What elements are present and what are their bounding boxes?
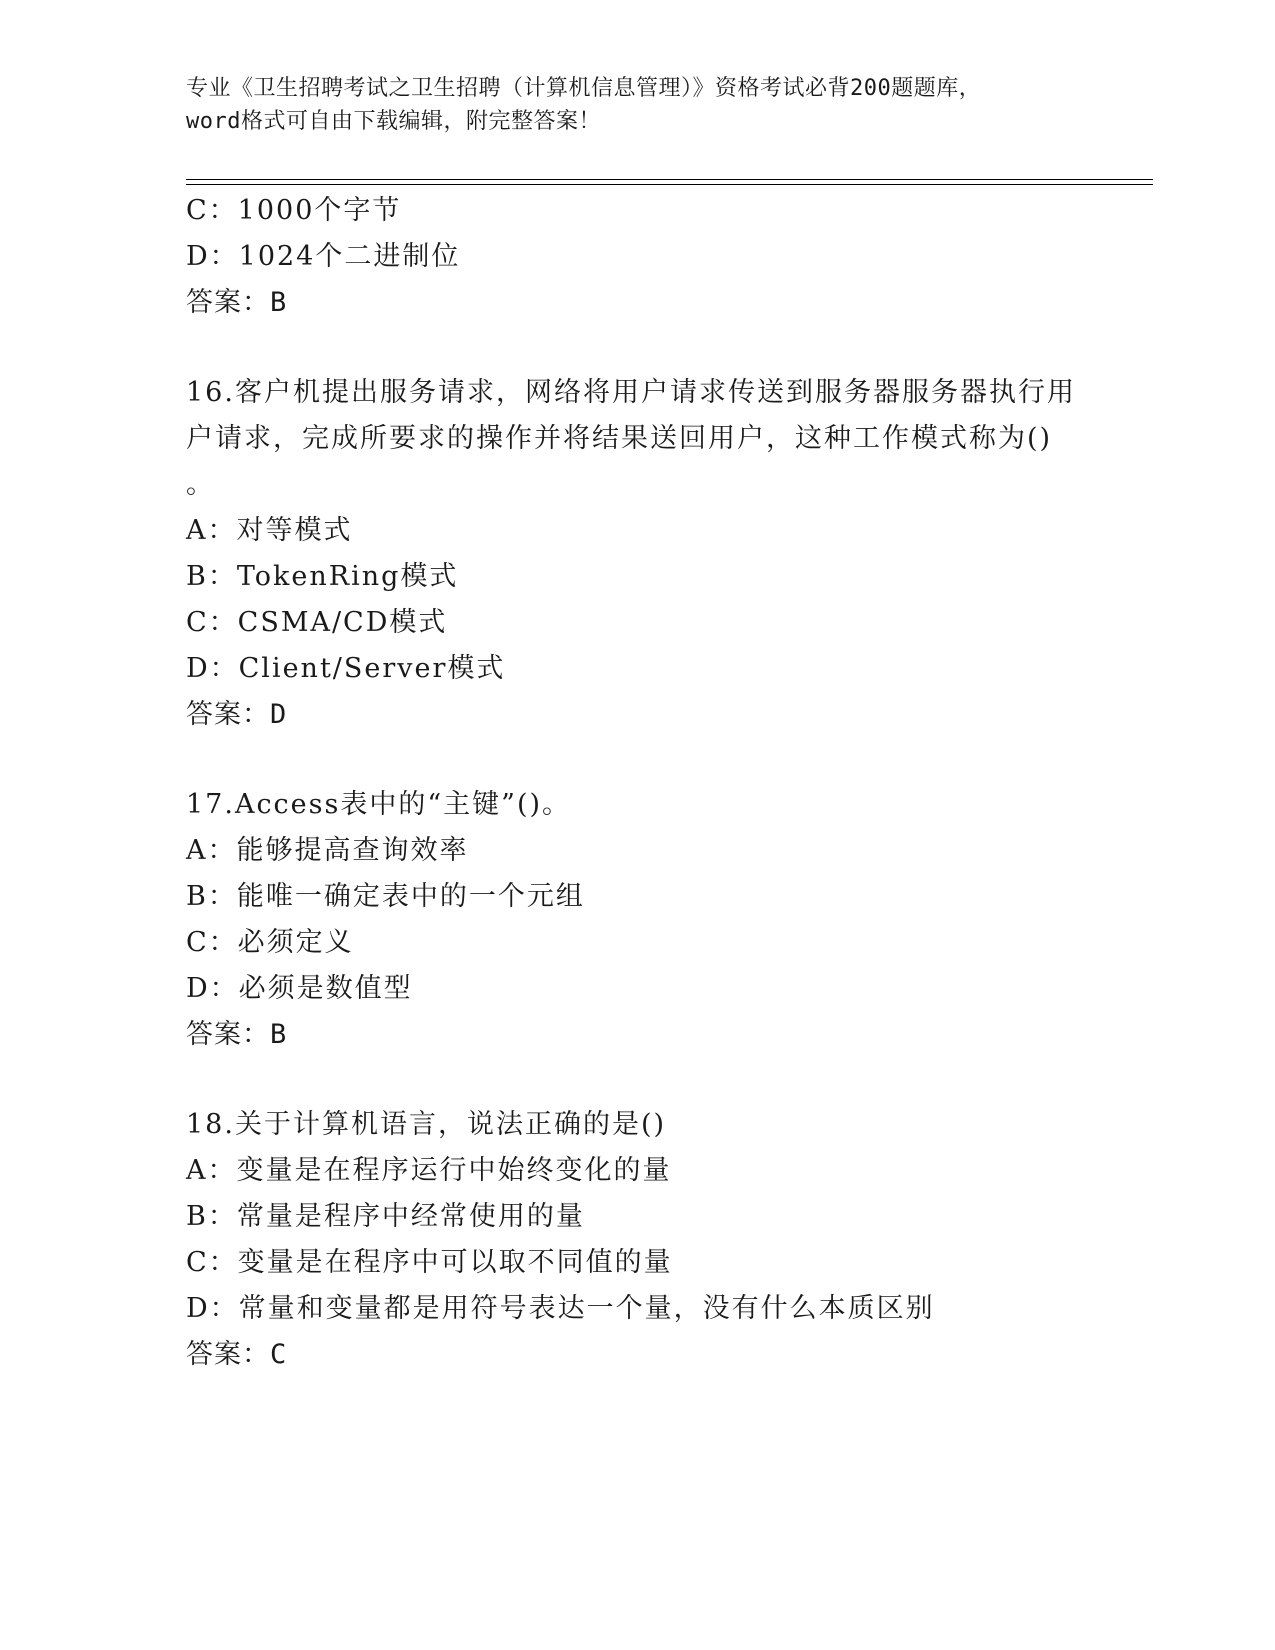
option-a: A：变量是在程序运行中始终变化的量 <box>186 1155 672 1186</box>
answer-line: 答案：B <box>186 1019 288 1050</box>
option-d: D：Client/Server模式 <box>186 653 506 684</box>
question-text-line: 。 <box>186 469 215 500</box>
option-a: A：对等模式 <box>186 515 353 546</box>
header-title-line-1: 专业《卫生招聘考试之卫生招聘（计算机信息管理）》资格考试必背200题题库， <box>186 76 982 101</box>
question-text-line: 18.关于计算机语言，说法正确的是() <box>186 1109 667 1140</box>
option-b: B：能唯一确定表中的一个元组 <box>186 881 585 912</box>
spacer <box>186 738 1086 782</box>
option-a: A：能够提高查询效率 <box>186 835 469 866</box>
answer-line: 答案：C <box>186 1339 288 1370</box>
header-rule-top <box>186 179 1153 180</box>
question-17 <box>186 782 1086 1058</box>
question-text-line: 户请求，完成所要求的操作并将结果送回用户，这种工作模式称为() <box>186 423 1053 454</box>
question-18 <box>186 1102 1086 1378</box>
question-text-line: 16.客户机提出服务请求，网络将用户请求传送到服务器服务器执行用 <box>186 377 1076 408</box>
answer-line: 答案：D <box>186 699 288 730</box>
option-c: C：CSMA/CD模式 <box>186 607 448 638</box>
option-d: D：1024个二进制位 <box>186 241 461 272</box>
option-c: C：变量是在程序中可以取不同值的量 <box>186 1247 673 1278</box>
option-c: C：1000个字节 <box>186 195 402 226</box>
header-title-line-2: word格式可自由下载编辑，附完整答案！ <box>186 109 601 134</box>
header-rule-bottom <box>186 184 1153 185</box>
option-c: C：必须定义 <box>186 927 354 958</box>
question-16 <box>186 370 1086 738</box>
question-list <box>186 188 1086 1378</box>
option-b: B：TokenRing模式 <box>186 561 459 592</box>
spacer <box>186 326 1086 370</box>
question-text-line: 17.Access表中的“主键”()。 <box>186 789 572 820</box>
page-header <box>186 72 1086 138</box>
option-b: B：常量是程序中经常使用的量 <box>186 1201 585 1232</box>
option-d: D：必须是数值型 <box>186 973 413 1004</box>
answer-line: 答案：B <box>186 287 288 318</box>
option-d: D：常量和变量都是用符号表达一个量，没有什么本质区别 <box>186 1293 935 1324</box>
spacer <box>186 1058 1086 1102</box>
previous-question-tail <box>186 188 1086 326</box>
